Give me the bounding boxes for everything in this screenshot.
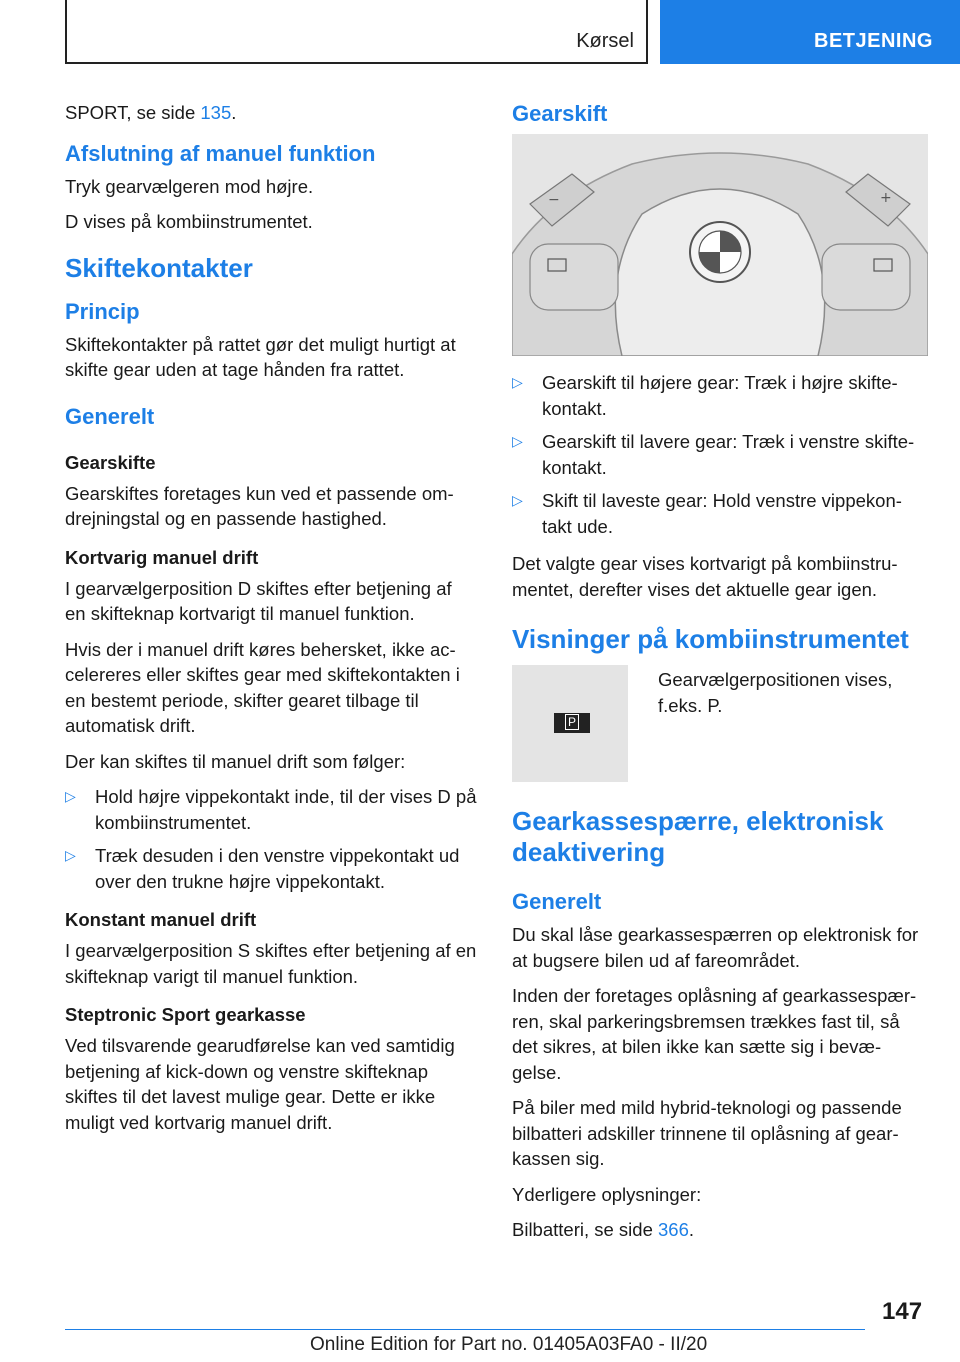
paragraph: I gearvælgerposition S skiftes efter betjening af en skifteknap varigt til manuel funktion. [65,940,477,987]
ref-end: . [688,1219,695,1240]
triangle-bullet-icon: ▷ [512,492,523,508]
list-item-text: Gearskift til højere gear: Træk i højre skifte-kontakt. [542,372,898,419]
gear-indicator [554,713,590,733]
list-item-text: Hold højre vippekontakt inde, til der vises D på kombiinstrumentet. [95,786,477,833]
svg-text:+: + [880,190,892,206]
paragraph: I gearvælgerposition D skiftes efter betjening af en skifteknap kortvarigt til manuel funktion. [65,577,452,624]
section-heading-afslutning: Afslutning af manuel funktion [65,140,376,166]
paragraph: Hvis der i manuel drift køres behersket, ikke ac-celereres eller skiftes gear med skiftekontakten i en bestemt periode, skifter gearet tilbage til automatisk drift. [65,638,460,736]
list-item [512,429,928,480]
ref-text: Bilbatteri, se side [512,1219,659,1240]
list-item-text: Gearskift til lavere gear: Træk i venstre skifte-kontakt. [542,431,915,478]
section-heading-gearskift: Gearskift [512,101,608,126]
paragraph: Det valgte gear vises kortvarigt på kombiinstru-mentet, derefter vises det aktuelle gear igen. [512,553,898,600]
reference-paragraph [512,1217,928,1243]
right-column [512,100,928,1253]
list-item-text: Træk desuden i den venstre vippekontakt ud over den trukne højre vippekontakt. [95,845,460,892]
steering-wheel-image [512,134,928,356]
paragraph: Der kan skiftes til manuel drift som følger: [65,750,406,772]
heading-konstant: Konstant manuel drift [65,909,257,930]
section-label: BETJENING [814,30,933,52]
gear-indicator-letter: P [565,714,579,730]
footer-divider [65,1329,865,1330]
left-column [65,100,477,1145]
subheading-princip: Princip [65,298,140,324]
section-tab [660,0,960,64]
chapter-label: Kørsel [576,30,634,52]
section-heading-gearkassespaerre: Gearkassespærre, elektronisk deaktivering [512,806,884,867]
heading-kortvarig: Kortvarig manuel drift [65,546,259,568]
triangle-bullet-icon: ▷ [512,433,523,449]
triangle-bullet-icon: ▷ [65,847,76,863]
subheading-generelt: Generelt [512,889,602,914]
paragraph: Tryk gearvælgeren mod højre. [65,175,314,197]
gearskift-list [512,370,928,539]
list-item [65,843,477,894]
heading-steptronic: Steptronic Sport gearkasse [65,1004,306,1025]
list-item-text: Skift til laveste gear: Hold venstre vippekon-takt ude. [542,490,902,537]
svg-text:−: − [548,192,560,208]
paragraph: På biler med mild hybrid-teknologi og passende bilbatteri adskiller trinnene til oplåsning af gear-kassen sig. [512,1097,902,1169]
page-ref-link[interactable]: 135 [200,102,232,123]
intro-end: . [231,102,237,123]
paragraph: Ved tilsvarende gearudførelse kan ved samtidig betjening af kick-down og venstre skifteknap skiftes til det lavest mulige gear. Dette er ikke muligt ved kortvarig manuel drift. [65,1035,455,1133]
footer-edition: Online Edition for Part no. 01405A03FA0 - II/20 [310,1334,708,1355]
display-figure-row [512,665,928,782]
steering-wheel-illustration [512,134,928,356]
paragraph: Skiftekontakter på rattet gør det muligt hurtigt at skifte gear uden at tage hånden fra rattet. [65,333,456,380]
page-ref-link[interactable]: 366 [658,1219,689,1240]
procedure-list [65,784,477,894]
intro-paragraph [65,100,477,126]
gear-display-panel [512,665,628,782]
page-number: 147 [882,1298,923,1325]
intro-text: SPORT, se side [65,102,201,123]
section-heading-skiftekontakter: Skiftekontakter [65,252,253,283]
list-item [512,488,928,539]
subheading-generelt: Generelt [65,403,155,429]
list-item [65,784,477,835]
paragraph: Yderligere oplysninger: [512,1183,702,1205]
chapter-tab [65,0,648,64]
section-heading-visninger: Visninger på kombiinstrumentet [512,624,909,654]
paragraph: Inden der foretages oplåsning af gearkassespær-ren, skal parkeringsbremsen trækkes fast til, så det sikres, at bilen ikke kan sætte sig i bevæ-gelse. [512,985,917,1083]
paragraph: Gearvælgerpositionen vises, f.eks. P. [658,669,893,716]
triangle-bullet-icon: ▷ [512,374,523,390]
list-item [512,370,928,421]
triangle-bullet-icon: ▷ [65,788,76,804]
paragraph: Du skal låse gearkassespærren op elektronisk for at bugsere bilen ud af fareområdet. [512,924,919,971]
paragraph: D vises på kombiinstrumentet. [65,211,313,232]
paragraph: Gearskiftes foretages kun ved et passende om-drejningstal og en passende hastighed. [65,482,454,529]
heading-gearskifte: Gearskifte [65,451,156,473]
